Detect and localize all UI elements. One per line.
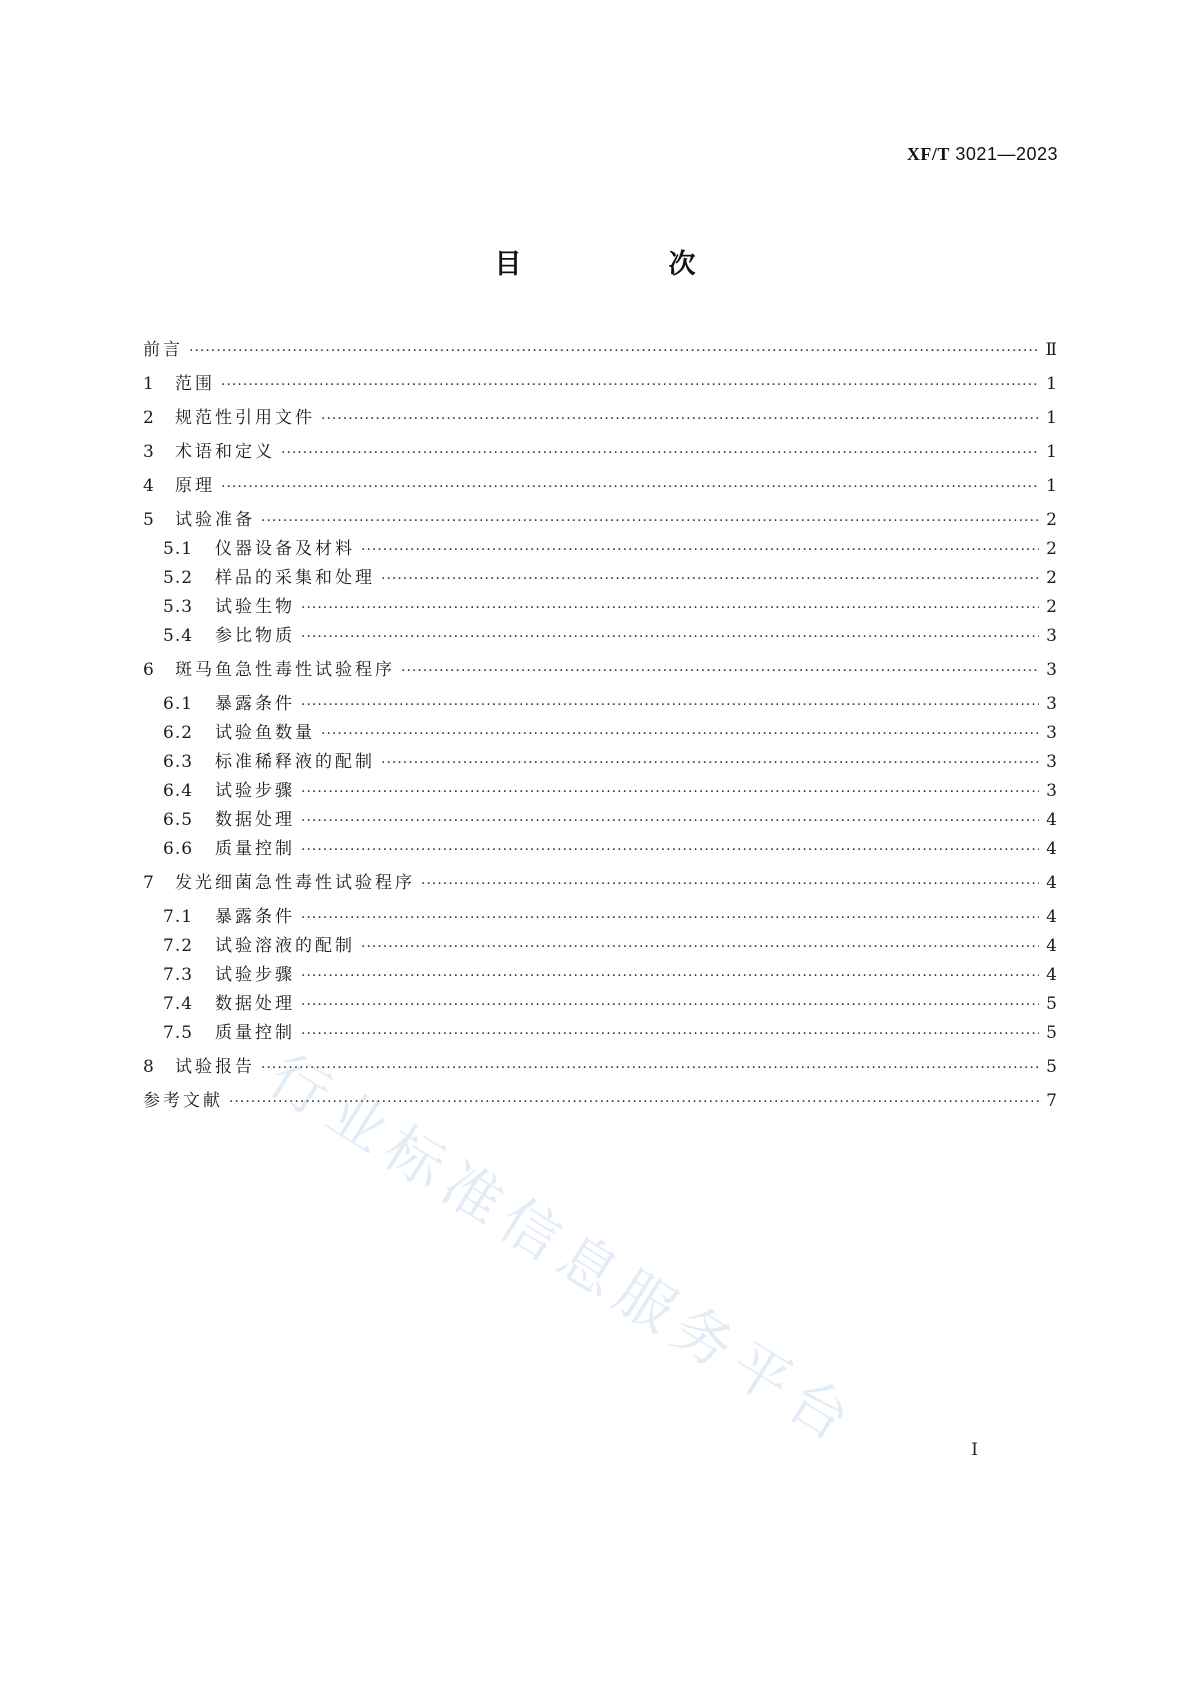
toc-entry[interactable] [163,692,1057,716]
toc-entry-page: 4 [1046,965,1057,985]
toc-entry[interactable] [143,406,1057,430]
toc-entry-label: 试验步骤 [215,965,295,985]
toc-entry-page: 2 [1046,568,1057,588]
toc-leader-dots [301,808,1039,832]
toc-entry[interactable] [143,1055,1057,1079]
toc-entry-label: 范围 [175,374,215,394]
toc-entry[interactable] [163,808,1057,832]
toc-entry-label: 暴露条件 [215,694,295,714]
toc-entry-number: 6 [143,660,154,680]
toc-entry-label: 数据处理 [215,994,295,1014]
toc-leader-dots [301,905,1039,929]
toc-entry[interactable] [163,963,1057,987]
toc-leader-dots [301,779,1039,803]
toc-entry-page: 2 [1046,597,1057,617]
toc-entry-number: 1 [143,374,154,394]
toc-entry-number: 7 [143,873,154,893]
toc-entry[interactable] [163,779,1057,803]
toc-entry-label: 样品的采集和处理 [215,568,375,588]
toc-entry[interactable] [143,871,1057,895]
toc-leader-dots [301,595,1039,619]
toc-entry-label: 标准稀释液的配制 [215,752,375,772]
standard-code-prefix: XF/T [906,144,950,164]
toc-entry[interactable] [143,658,1057,682]
toc-entry[interactable] [163,595,1057,619]
toc-leader-dots [301,1021,1039,1045]
toc-entry-page: 3 [1046,781,1057,801]
page-number: I [971,1440,978,1460]
toc-entry-number: 5.2 [163,568,194,588]
toc-entry-page: Ⅱ [1045,340,1057,360]
toc-leader-dots [261,1055,1039,1079]
standard-code-number: 3021—2023 [955,144,1058,164]
toc-entry[interactable] [163,566,1057,590]
watermark-text: 行业标准信息服务平台 [257,1041,870,1460]
toc-entry-number: 6.4 [163,781,194,801]
toc-entry-number: 7.3 [163,965,194,985]
toc-entry[interactable] [163,992,1057,1016]
toc-leader-dots [301,837,1039,861]
toc-entry-page: 1 [1046,374,1057,394]
toc-entry-label: 试验步骤 [215,781,295,801]
toc-entry-page: 2 [1046,510,1057,530]
toc-entry-label: 术语和定义 [175,442,275,462]
toc-entry-page: 5 [1046,1023,1057,1043]
toc-entry-label: 暴露条件 [215,907,295,927]
toc-entry-label: 数据处理 [215,810,295,830]
toc-entry-page: 1 [1046,476,1057,496]
toc-entry[interactable] [143,474,1057,498]
toc-leader-dots [361,537,1039,561]
toc-entry[interactable] [163,721,1057,745]
toc-entry-number: 6.1 [163,694,194,714]
toc-entry-label: 参考文献 [143,1091,223,1111]
toc-entry-label: 参比物质 [215,626,295,646]
toc-entry-label: 前言 [143,340,183,360]
toc-leader-dots [221,474,1039,498]
toc-leader-dots [301,963,1039,987]
toc-entry-number: 7.4 [163,994,194,1014]
toc-entry-page: 3 [1046,660,1057,680]
toc-entry-page: 1 [1046,408,1057,428]
toc-entry-label: 质量控制 [215,839,295,859]
toc-entry[interactable] [163,905,1057,929]
toc-entry-label: 原理 [175,476,215,496]
toc-entry-number: 5.3 [163,597,194,617]
toc-entry-number: 2 [143,408,154,428]
toc-entry[interactable] [163,934,1057,958]
toc-entry-label: 斑马鱼急性毒性试验程序 [175,660,395,680]
toc-entry-page: 5 [1046,994,1057,1014]
toc-leader-dots [281,440,1039,464]
toc-leader-dots [189,338,1039,362]
toc-entry[interactable] [143,338,1057,362]
toc-entry-page: 3 [1046,694,1057,714]
toc-leader-dots [321,406,1039,430]
toc-entry-page: 4 [1046,873,1057,893]
page-title: 目 次 [494,249,756,280]
toc-entry-label: 试验生物 [215,597,295,617]
toc-entry-label: 仪器设备及材料 [215,539,355,559]
toc-entry-page: 2 [1046,539,1057,559]
toc-entry-page: 3 [1046,626,1057,646]
toc-entry-label: 试验报告 [175,1057,255,1077]
toc-leader-dots [301,992,1039,1016]
toc-entry-page: 4 [1046,810,1057,830]
toc-entry[interactable] [143,1089,1057,1113]
toc-entry-number: 4 [143,476,154,496]
toc-entry-page: 3 [1046,752,1057,772]
toc-leader-dots [421,871,1039,895]
toc-entry[interactable] [143,372,1057,396]
toc-leader-dots [229,1089,1039,1113]
toc-entry-label: 试验鱼数量 [215,723,315,743]
toc-entry-page: 4 [1046,936,1057,956]
toc-leader-dots [221,372,1039,396]
standard-code [907,144,1058,165]
toc-leader-dots [301,692,1039,716]
toc-leader-dots [301,624,1039,648]
toc-entry-number: 7.2 [163,936,194,956]
toc-entry-number: 8 [143,1057,154,1077]
toc-entry-page: 4 [1046,907,1057,927]
toc-entry-label: 发光细菌急性毒性试验程序 [175,873,415,893]
toc-entry[interactable] [163,537,1057,561]
toc-entry-number: 5 [143,510,154,530]
toc-entry[interactable] [163,624,1057,648]
toc-entry-number: 3 [143,442,154,462]
toc-leader-dots [401,658,1039,682]
toc-entry[interactable] [163,837,1057,861]
toc-entry-label: 规范性引用文件 [175,408,315,428]
toc-entry-number: 7.1 [163,907,194,927]
toc-entry[interactable] [143,508,1057,532]
toc-entry[interactable] [143,440,1057,464]
toc-entry-number: 5.1 [163,539,194,559]
toc-entry-page: 7 [1046,1091,1057,1111]
toc-entry-page: 5 [1046,1057,1057,1077]
toc-entry-number: 7.5 [163,1023,194,1043]
toc-leader-dots [381,750,1039,774]
toc-leader-dots [321,721,1039,745]
toc-entry-number: 6.2 [163,723,194,743]
toc-entry-number: 6.5 [163,810,194,830]
toc-entry-page: 3 [1046,723,1057,743]
toc-entry-label: 质量控制 [215,1023,295,1043]
toc-entry[interactable] [163,750,1057,774]
toc-entry-number: 5.4 [163,626,194,646]
toc-entry-number: 6.6 [163,839,194,859]
toc-entry-page: 1 [1046,442,1057,462]
toc-entry[interactable] [163,1021,1057,1045]
toc-entry-label: 试验溶液的配制 [215,936,355,956]
toc-entry-page: 4 [1046,839,1057,859]
toc-entry-number: 6.3 [163,752,194,772]
toc-leader-dots [261,508,1039,532]
toc-leader-dots [361,934,1039,958]
toc-entry-label: 试验准备 [175,510,255,530]
toc-leader-dots [381,566,1039,590]
